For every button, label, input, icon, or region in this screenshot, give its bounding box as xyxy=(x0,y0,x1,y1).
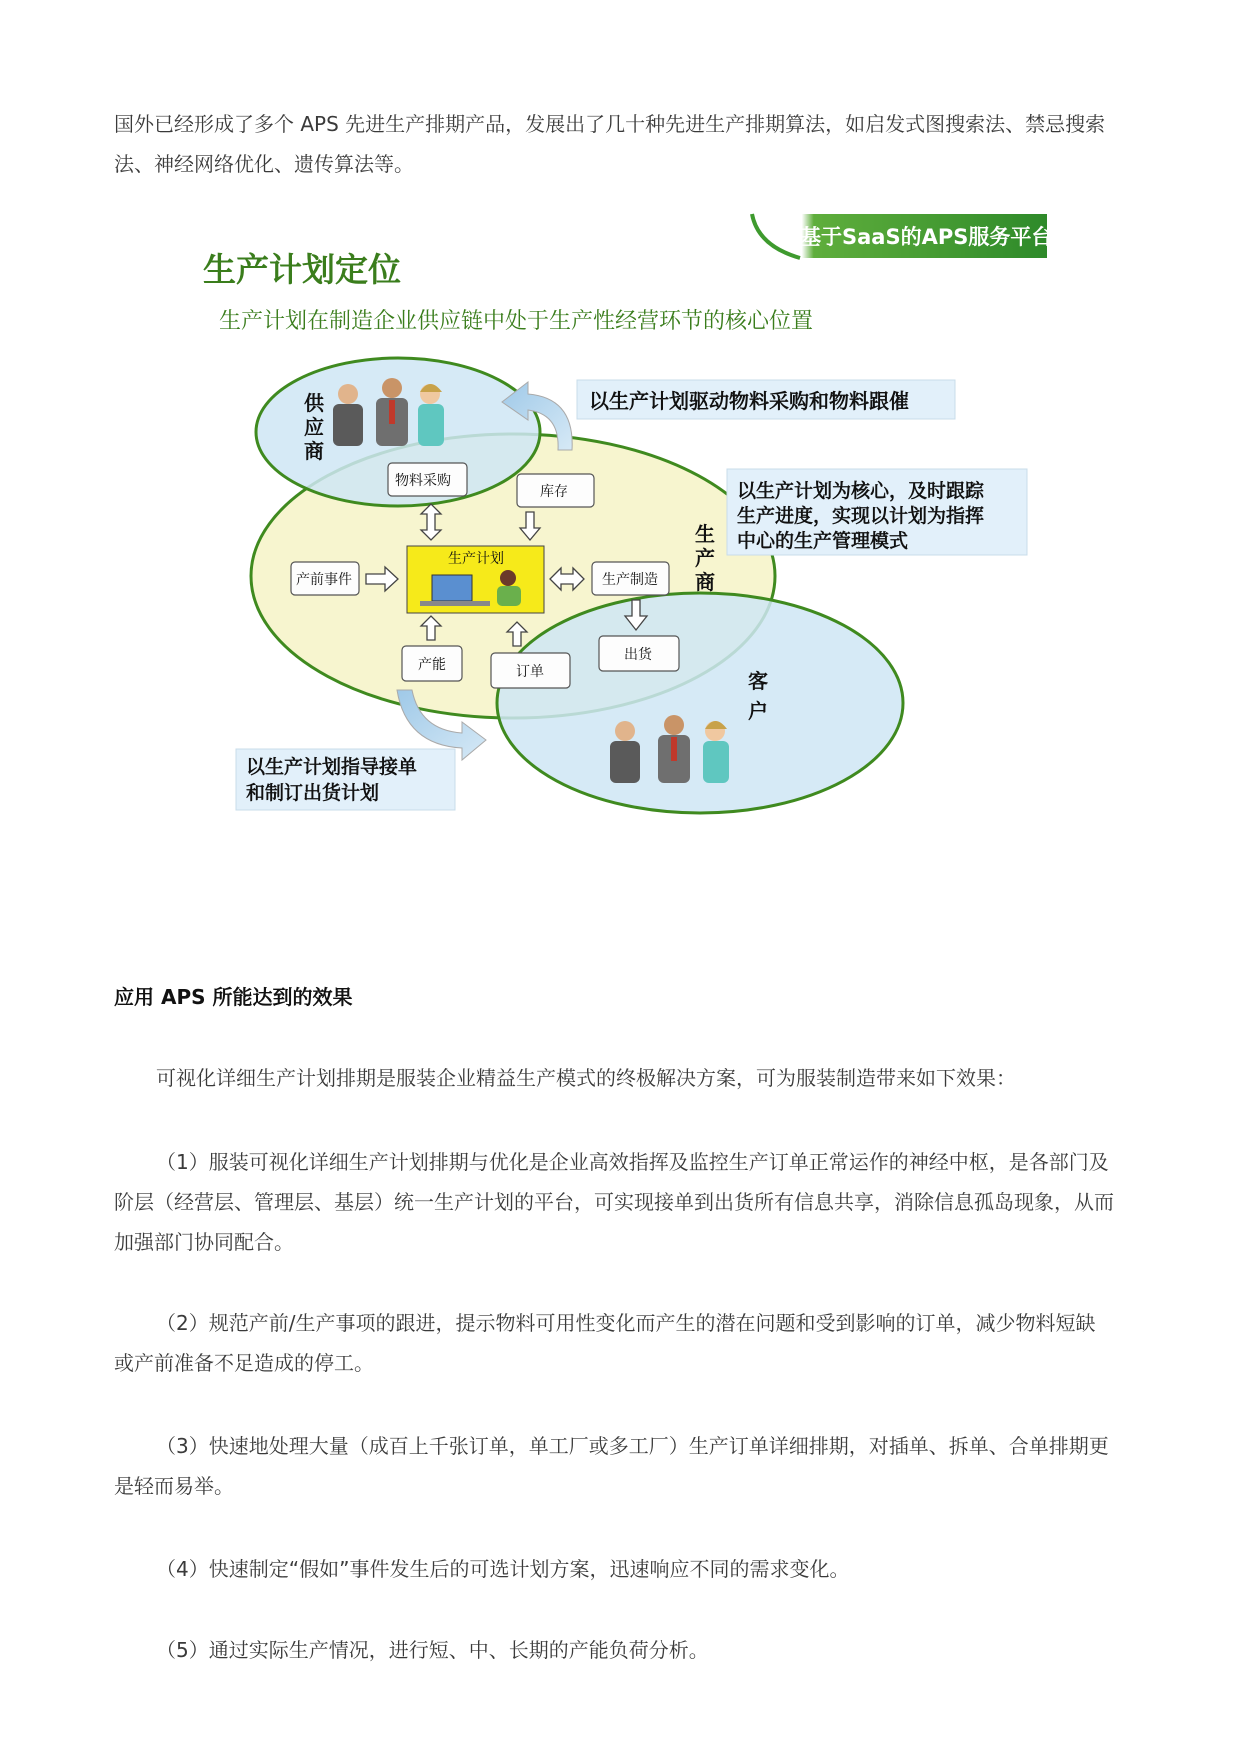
person-icon xyxy=(500,570,516,586)
svg-text:出货: 出货 xyxy=(624,647,652,663)
svg-text:物料采购: 物料采购 xyxy=(395,473,451,489)
production-plan-box xyxy=(407,546,544,613)
callout-top xyxy=(577,380,955,419)
svg-text:以生产计划指导接单: 以生产计划指导接单 xyxy=(246,756,418,778)
platform-badge xyxy=(748,214,1052,258)
svg-text:和制订出货计划: 和制订出货计划 xyxy=(246,782,380,804)
effect-item-4 xyxy=(114,1549,1114,1589)
effect-item-5 xyxy=(114,1630,1114,1670)
box-capacity xyxy=(402,646,462,681)
platform-badge-text: 基于SaaS的APS服务平台 xyxy=(800,225,1053,249)
effect-item-1 xyxy=(114,1142,1114,1262)
svg-text:产前事件: 产前事件 xyxy=(296,572,352,588)
effect-item-3 xyxy=(114,1426,1114,1506)
manufacturer-label: 生 产 商 xyxy=(695,522,715,594)
svg-text:以生产计划驱动物料采购和物料跟催: 以生产计划驱动物料采购和物料跟催 xyxy=(589,389,909,413)
effect-item-1-text: （1）服装可视化详细生产计划排期与优化是企业高效指挥及监控生产订单正常运作的神经中枢，是各部门及阶层（经营层、管理层、基层）统一生产计划的平台，可实现接单到出货所有信息共享，消除信息孤岛现象，从而加强部门协同配合。 xyxy=(114,1150,1114,1254)
intro-paragraph: 国外已经形成了多个 APS 先进生产排期产品，发展出了几十种先进生产排期算法，如启发式图搜索法、禁忌搜索法、神经网络优化、遗传算法等。 xyxy=(114,112,1106,176)
customer-people-icon xyxy=(610,715,729,783)
svg-text:库存: 库存 xyxy=(540,484,568,500)
box-shipment xyxy=(599,636,679,671)
effect-item-2-text: （2）规范产前/生产事项的跟进，提示物料可用性变化而产生的潜在问题和受到影响的订单，减少物料短缺或产前准备不足造成的停工。 xyxy=(114,1311,1096,1375)
box-production xyxy=(592,562,669,595)
section-heading: 应用 APS 所能达到的效果 xyxy=(114,985,353,1009)
customer-ellipse xyxy=(497,593,903,813)
svg-text:订单: 订单 xyxy=(516,664,544,680)
lead-paragraph xyxy=(114,1058,1114,1098)
svg-text:生产进度，实现以计划为指挥: 生产进度，实现以计划为指挥 xyxy=(737,505,985,527)
svg-text:生产制造: 生产制造 xyxy=(602,572,658,588)
callout-right xyxy=(727,469,1027,555)
box-procurement xyxy=(388,463,467,496)
effect-item-5-text: （5）通过实际生产情况，进行短、中、长期的产能负荷分析。 xyxy=(156,1638,709,1662)
supplier-people-icon xyxy=(333,378,444,446)
production-plan-label: 生产计划 xyxy=(448,551,504,567)
computer-icon xyxy=(432,575,472,601)
effect-item-3-text: （3）快速地处理大量（成百上千张订单，单工厂或多工厂）生产订单详细排期，对插单、拆单、合单排期更是轻而易举。 xyxy=(114,1434,1109,1498)
supplier-char-2: 应 xyxy=(304,415,324,439)
box-order xyxy=(491,653,570,688)
svg-text:中心的生产管理模式: 中心的生产管理模式 xyxy=(737,530,909,552)
callout-bottom xyxy=(236,749,455,810)
supplier-char-3: 商 xyxy=(304,439,324,463)
effect-item-4-text: （4）快速制定“假如”事件发生后的可选计划方案，迅速响应不同的需求变化。 xyxy=(156,1557,850,1581)
box-inventory xyxy=(517,474,594,507)
svg-text:产能: 产能 xyxy=(418,657,446,673)
supplier-char-1: 供 xyxy=(304,391,324,415)
customer-label: 客 户 xyxy=(748,669,768,723)
diagram-title: 生产计划定位 xyxy=(203,250,401,289)
svg-text:以生产计划为核心，及时跟踪: 以生产计划为核心，及时跟踪 xyxy=(737,480,985,502)
lead-text: 可视化详细生产计划排期是服装企业精益生产模式的终极解决方案，可为服装制造带来如下效果： xyxy=(156,1066,1016,1090)
effect-item-2 xyxy=(114,1303,1114,1383)
diagram-subtitle: 生产计划在制造企业供应链中处于生产性经营环节的核心位置 xyxy=(219,309,814,334)
box-pre-event xyxy=(291,562,359,595)
